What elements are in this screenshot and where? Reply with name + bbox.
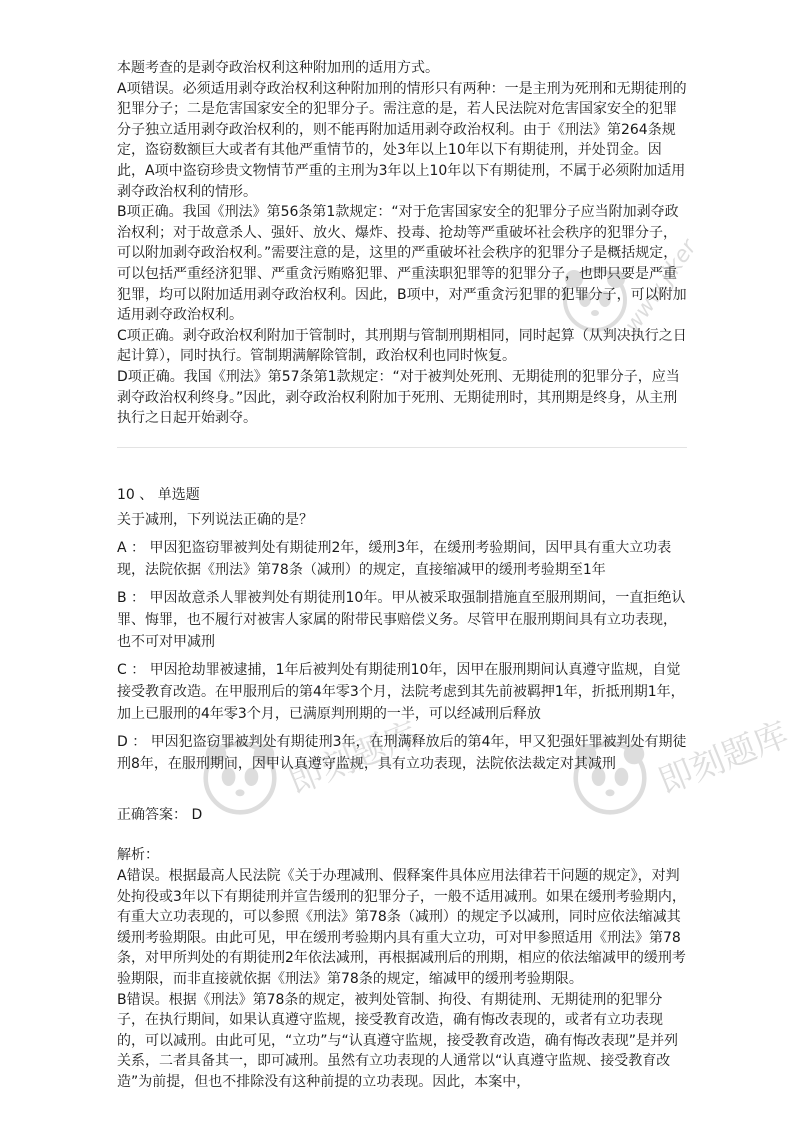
explanation-option-d: D项正确。我国《刑法》第57条第1款规定：“对于被判处死刑、无期徒刑的犯罪分子，应当剥夺政治权利终身。”因此，剥夺政治权利附加于死刑、无期徒刑时，其刑期是终身，从主刑执行之日起开始剥夺。 xyxy=(117,368,680,427)
analysis-option-b: B错误。根据《刑法》第78条的规定，被判处管制、拘役、有期徒刑、无期徒刑的犯罪分子，在执行期间，如果认真遵守监规，接受教育改造，确有悔改表现的，或者有立功表现的，可以减刑。由此可见，“立功”与“认真遵守监规，接受教育改造，确有悔改表现”是并列关系，二者具备其一，即可减刑。虽然有立功表现的人通常以“认真遵守监规、接受教育改造”为前提，但也不排除没有这种前提的立功表现。因此，本案中， xyxy=(117,991,679,1090)
explanation-option-b: B项正确。我国《刑法》第56条第1款规定：“对于危害国家安全的犯罪分子应当附加剥夺政治权利；对于故意杀人、强奸、放火、爆炸、投毒、抢劫等严重破坏社会秩序的犯罪分子，可以附加剥夺政治权利。”需要注意的是，这里的严重破坏社会秩序的犯罪分子是概括规定，可以包括严重经济犯罪、严重贪污贿赂犯罪、严重渎职犯罪等的犯罪分子，也即只要是严重犯罪，均可以附加适用剥夺政治权利。因此，B项中，对严重贪污犯罪的犯罪分子，可以附加适用剥夺政治权利。 xyxy=(117,204,687,324)
watermark-brand: 即刻题库 xyxy=(652,714,795,803)
question-header: 10 、 单选题 xyxy=(117,486,200,503)
answer-value: D xyxy=(191,806,203,823)
option-label: D ： xyxy=(117,733,147,750)
explanation-intro: 本题考查的是剥夺政治权利这种附加刑的适用方式。 xyxy=(117,60,439,76)
question-10 xyxy=(117,485,687,1093)
option-d xyxy=(117,731,687,775)
explanation-option-c: C项正确。剥夺政治权利附加于管制时，其刑期与管制刑期相同，同时起算（从判决执行之日起计算），同时执行。管制期满解除管制，政治权利也同时恢复。 xyxy=(117,327,687,365)
option-text: 甲因犯盗窃罪被判处有期徒刑2年，缓刑3年，在缓刑考验期间，因甲具有重大立功表现，法院依据《刑法》第78条（减刑）的规定，直接缩减甲的缓刑考验期至1年 xyxy=(117,539,672,578)
option-b xyxy=(117,587,687,653)
watermark-brand: 即刻题库 xyxy=(282,714,425,803)
question-stem: 关于减刑，下列说法正确的是？ xyxy=(117,512,313,529)
section-divider xyxy=(117,447,687,448)
explanation-option-a: A项错误。必须适用剥夺政治权利这种附加刑的情形只有两种：一是主刑为死刑和无期徒刑的犯罪分子；二是危害国家安全的犯罪分子。需注意的是，若人民法院对危害国家安全的犯罪分子独立适用剥夺政治权利的，则不能再附加适用剥夺政治权利。由于《刑法》第264条规定，盗窃数额巨大或者有其他严重情节的，处3年以上10年以下有期徒刑，并处罚金。因此，A项中盗窃珍贵文物情节严重的主刑为3年以上10年以下有期徒刑，不属于必须附加适用剥夺政治权利的情形。 xyxy=(117,80,687,200)
answer-label: 正确答案： xyxy=(117,806,187,823)
analysis-label: 解析： xyxy=(117,847,159,864)
option-label: B ： xyxy=(117,589,146,606)
analysis-option-a: A错误。根据最高人民法院《关于办理减刑、假释案件具体应用法律若干问题的规定》，对判处拘役或3年以下有期徒刑并宣告缓刑的犯罪分子，一般不适用减刑。如果在缓刑考验期内，有重大立功表现的，可以参照《刑法》第78条（减刑）的规定予以减刑，同时应依法缩减其缓刑考验期限。由此可见，甲在缓刑考验期内具有重大立功，可对甲参照适用《刑法》第78条，对甲所判处的有期徒刑2年依法减刑，再根据减刑后的刑期，相应的依法缩减甲的缓刑考验期限，而非直接就依据《刑法》第78条的规定，缩减甲的缓刑考验期限。 xyxy=(117,868,686,988)
option-label: A ： xyxy=(117,539,146,556)
option-a xyxy=(117,537,687,581)
option-c xyxy=(117,659,687,725)
document-page xyxy=(117,58,687,1093)
previous-explanation xyxy=(117,58,687,429)
option-label: C ： xyxy=(117,661,146,678)
watermark-url: www.jiker xyxy=(620,235,702,338)
option-text: 甲因故意杀人罪被判处有期徒刑10年。甲从被采取强制措施直至服刑期间，一直拒绝认罪、悔罪，也不履行对被害人家属的附带民事赔偿义务。尽管甲在服刑期间具有立功表现，也不可对甲减刑 xyxy=(117,589,686,650)
option-text: 甲因犯盗窃罪被判处有期徒刑3年，在刑满释放后的第4年，甲又犯强奸罪被判处有期徒刑8年，在服刑期间，因甲认真遵守监规，具有立功表现，法院依法裁定对其减刑 xyxy=(117,733,687,772)
correct-answer xyxy=(117,805,687,826)
option-text: 甲因抢劫罪被逮捕，1年后被判处有期徒刑10年，因甲在服刑期间认真遵守监规，自觉接受教育改造。在甲服刑后的第4年零3个月，法院考虑到其先前被羁押1年，折抵刑期1年，加上已服刑的4年零3个月，已满原判刑期的一半，可以经减刑后释放 xyxy=(117,661,685,722)
